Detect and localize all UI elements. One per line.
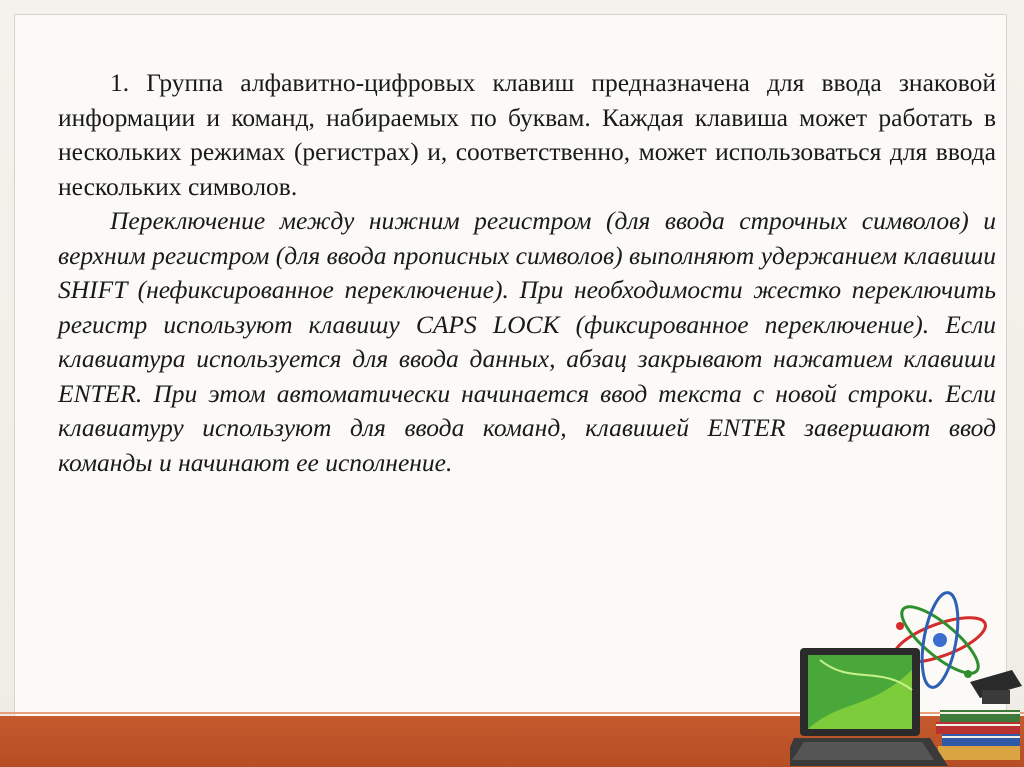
graduation-cap-icon xyxy=(970,670,1022,704)
books-icon xyxy=(936,710,1020,760)
laptop-icon xyxy=(790,648,948,766)
slide-body xyxy=(58,66,996,480)
paragraph-register-switching: Переключение между нижним регистром (для ввода строчных символов) и верхним регистром (для ввода прописных символов) выполняют удержанием клавиши SHIFT (нефиксированное переключение). При необходимости жестко переключить регистр используют клавишу CAPS LOCK (фиксированное переключение). Если клавиатура используется для ввода данных, абзац закрывают нажатием клавиши ENTER. При этом автоматически начинается ввод текста с новой строки. Если клавиатуру используют для ввода команд, клавишей ENTER завершают ввод команды и начинают ее исполнение. xyxy=(58,206,996,477)
laptop-books-atom-clipart-icon xyxy=(790,590,1024,767)
paragraph-alphanumeric-keys: 1. Группа алфавитно-цифровых клавиш предназначена для ввода знаковой информации и команд, набираемых по буквам. Каждая клавиша может работать в нескольких режимах (регистрах) и, соответственно, может использоваться для ввода нескольких символов. xyxy=(58,68,996,201)
